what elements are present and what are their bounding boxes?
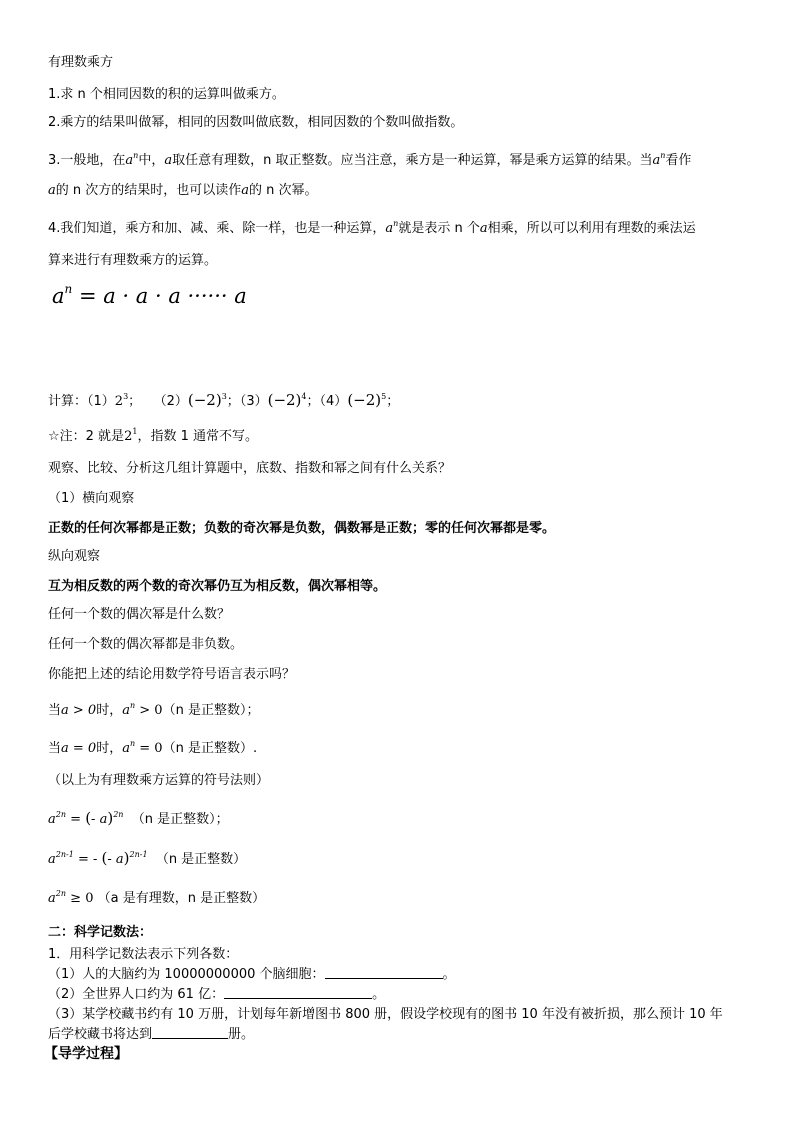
definition-4-line1: 4.我们知道，乘方和加、减、乘、除一样，也是一种运算，$a^n$就是表示 n 个a相乘，所以可以利用有理数的乘法运 [48, 219, 696, 236]
rule-positive: 当a > 0时，$a^n > 0(n$ 是正整数）； [48, 701, 260, 718]
observe-question: 观察、比较、分析这几组计算题中，底数、指数和幂之间有什么关系？ [48, 461, 452, 476]
sci-item-1: （1）人的大脑约为 10000000000 个脑细胞： 。 [48, 967, 456, 982]
note-line: ☆注：2 就是$2^1$，指数 1 通常不写。 [48, 427, 258, 444]
guided-learning-heading: 【导学过程】 [44, 1046, 128, 1062]
definition-1: 1.求 n 个相同因数的积的运算叫做乘方。 [48, 87, 285, 102]
even-power-question: 任何一个数的偶次幂是什么数？ [48, 607, 231, 622]
vertical-observe-rule: 互为相反数的两个数的奇次幂仍互为相反数，偶次幂相等。 [48, 579, 387, 594]
sci-item-3-line1: （3）某学校藏书约有 10 万册，计划每年新增图书 800 册，假设学校现有的图书 10 年没有被折损，那么预计 10 年 [48, 1007, 723, 1022]
definition-3-line2: a的 n 次方的结果时，也可以读作a的 n 次幂。 [48, 183, 318, 198]
vertical-observe-heading: 纵向观察 [48, 549, 101, 564]
doc-title: 有理数乘方 [48, 55, 114, 70]
section-2-heading: 二：科学记数法： [48, 925, 153, 940]
answer-blank-3[interactable] [152, 1026, 228, 1039]
rule-zero: 当a = 0时，$a^n = 0(n$ 是正整数）. [48, 739, 258, 756]
sign-rule-caption: （以上为有理数乘方运算的符号法则） [48, 773, 270, 788]
sci-item-2: （2）全世界人口约为 61 亿： 。 [48, 987, 386, 1002]
horizontal-observe-rule: 正数的任何次幂都是正数；负数的奇次幂是负数，偶数幂是正数；零的任何次幂都是零。 [48, 521, 556, 536]
section-2-question: 1．用科学记数法表示下列各数： [48, 947, 239, 962]
rule-nonnegative: $a^{2n} \ge 0$ （a 是有理数，n 是正整数） [48, 889, 266, 906]
horizontal-observe-heading: （1）横向观察 [48, 491, 135, 506]
rule-odd-power: $a^{2n-1}$ = - (- a)$^{2n-1}$ （n 是正整数） [48, 849, 247, 867]
even-power-answer: 任何一个数的偶次幂都是非负数。 [48, 637, 244, 652]
power-formula: $a^n = a \cdot a \cdot a$ ······ a [52, 282, 247, 308]
sci-item-3-line2: 后学校藏书将达到 册。 [48, 1027, 255, 1042]
definition-2: 2.乘方的结果叫做幂，相同的因数叫做底数，相同因数的个数叫做指数。 [48, 115, 464, 130]
definition-3-line1: 3.一般地，在$a^n$中，a取任意有理数，n 取正整数。应当注意，乘方是一种运算，幂是乘方运算的结果。当$a^n$看作 [48, 151, 692, 168]
rule-even-power: $a^{2n}$ = (- a)$^{2n}$ （n 是正整数）； [48, 809, 229, 827]
compute-line: 计算：$(1)2^3$； $(2)(-2)^3$；$(3)(-2)^4$；$(4)(-2)^5$； [48, 391, 400, 409]
symbol-question: 你能把上述的结论用数学符号语言表示吗？ [48, 667, 296, 682]
answer-blank-2[interactable] [224, 986, 372, 999]
answer-blank-1[interactable] [325, 966, 443, 979]
definition-4-line2: 算来进行有理数乘方的运算。 [48, 253, 218, 268]
